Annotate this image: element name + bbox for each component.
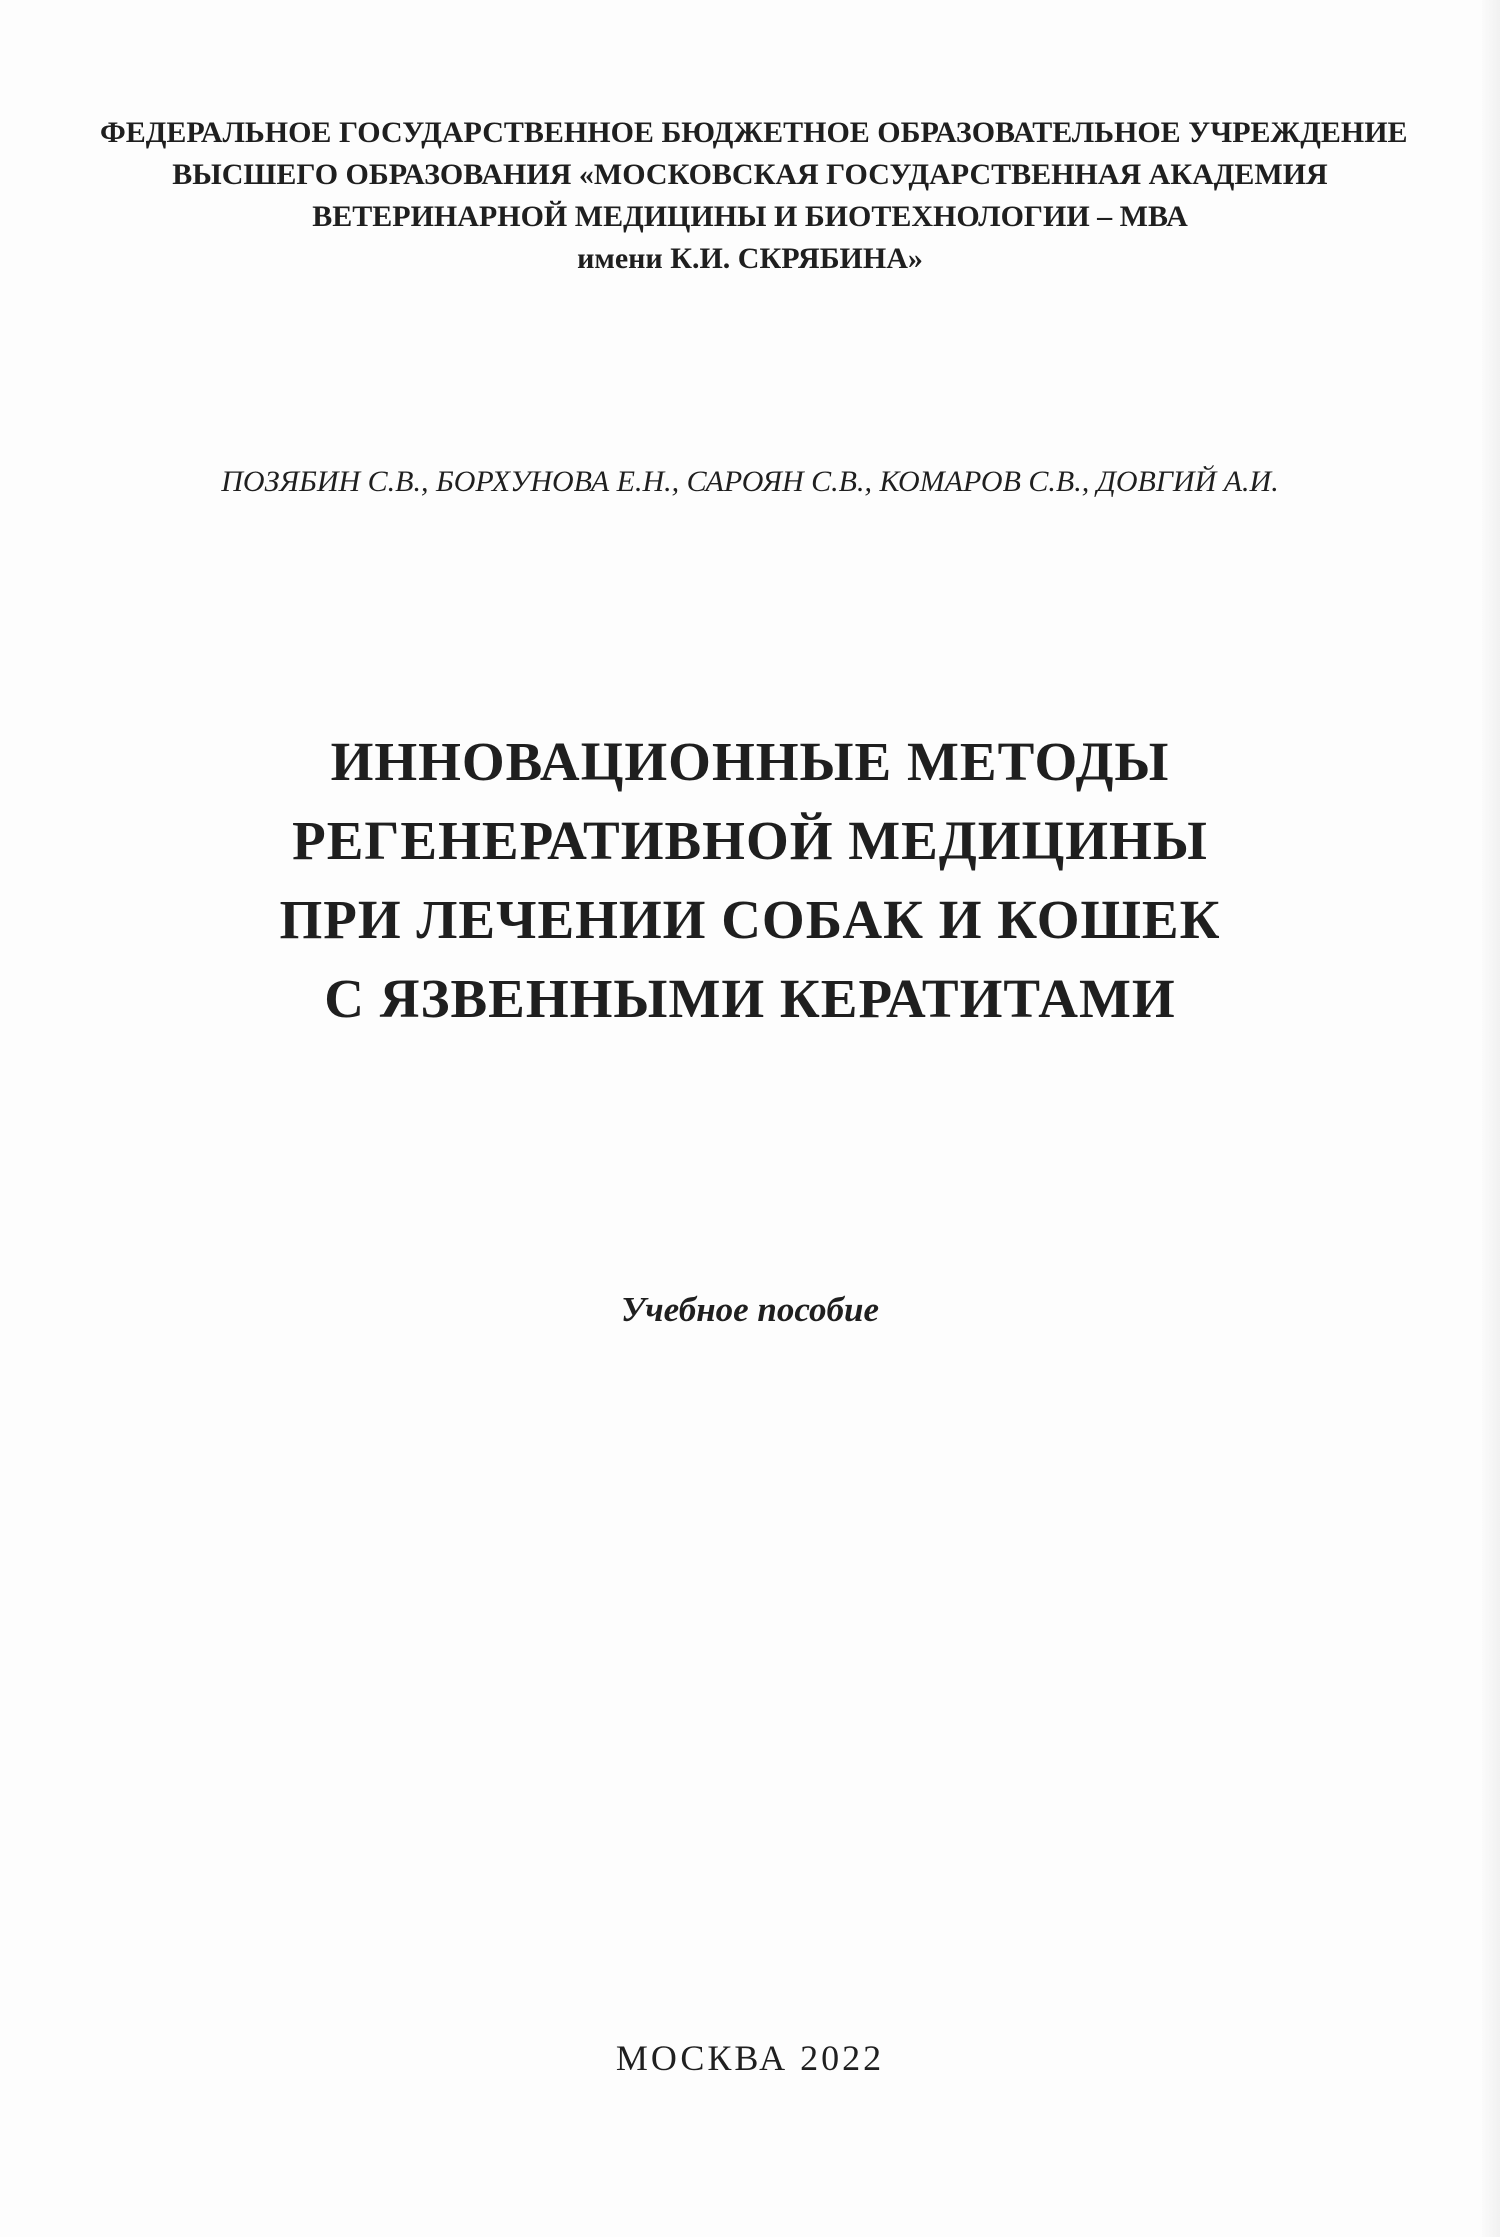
- institution-line: ФЕДЕРАЛЬНОЕ ГОСУДАРСТВЕННОЕ БЮДЖЕТНОЕ ОБРАЗОВАТЕЛЬНОЕ УЧРЕЖДЕНИЕ: [100, 116, 1408, 149]
- book-title-line: ИННОВАЦИОННЫЕ МЕТОДЫ: [330, 731, 1170, 792]
- book-title-line: РЕГЕНЕРАТИВНОЙ МЕДИЦИНЫ: [292, 810, 1208, 871]
- document-type: Учебное пособие: [620, 1290, 880, 1329]
- book-title-line: С ЯЗВЕННЫМИ КЕРАТИТАМИ: [324, 968, 1176, 1029]
- institution-line: имени К.И. СКРЯБИНА»: [577, 242, 923, 275]
- authors: ПОЗЯБИН С.В., БОРХУНОВА Е.Н., САРОЯН С.В., КОМАРОВ С.В., ДОВГИЙ А.И.: [221, 465, 1279, 498]
- institution-line: ВЫСШЕГО ОБРАЗОВАНИЯ «МОСКОВСКАЯ ГОСУДАРСТВЕННАЯ АКАДЕМИЯ: [172, 158, 1328, 191]
- publication-city-year: МОСКВА 2022: [615, 2038, 885, 2078]
- book-title-line: ПРИ ЛЕЧЕНИИ СОБАК И КОШЕК: [279, 889, 1221, 950]
- institution-line: ВЕТЕРИНАРНОЙ МЕДИЦИНЫ И БИОТЕХНОЛОГИИ – МВА: [312, 200, 1188, 233]
- book-title: [100, 722, 1400, 1038]
- institution-name: [100, 112, 1408, 280]
- page-edge: [1482, 0, 1500, 2237]
